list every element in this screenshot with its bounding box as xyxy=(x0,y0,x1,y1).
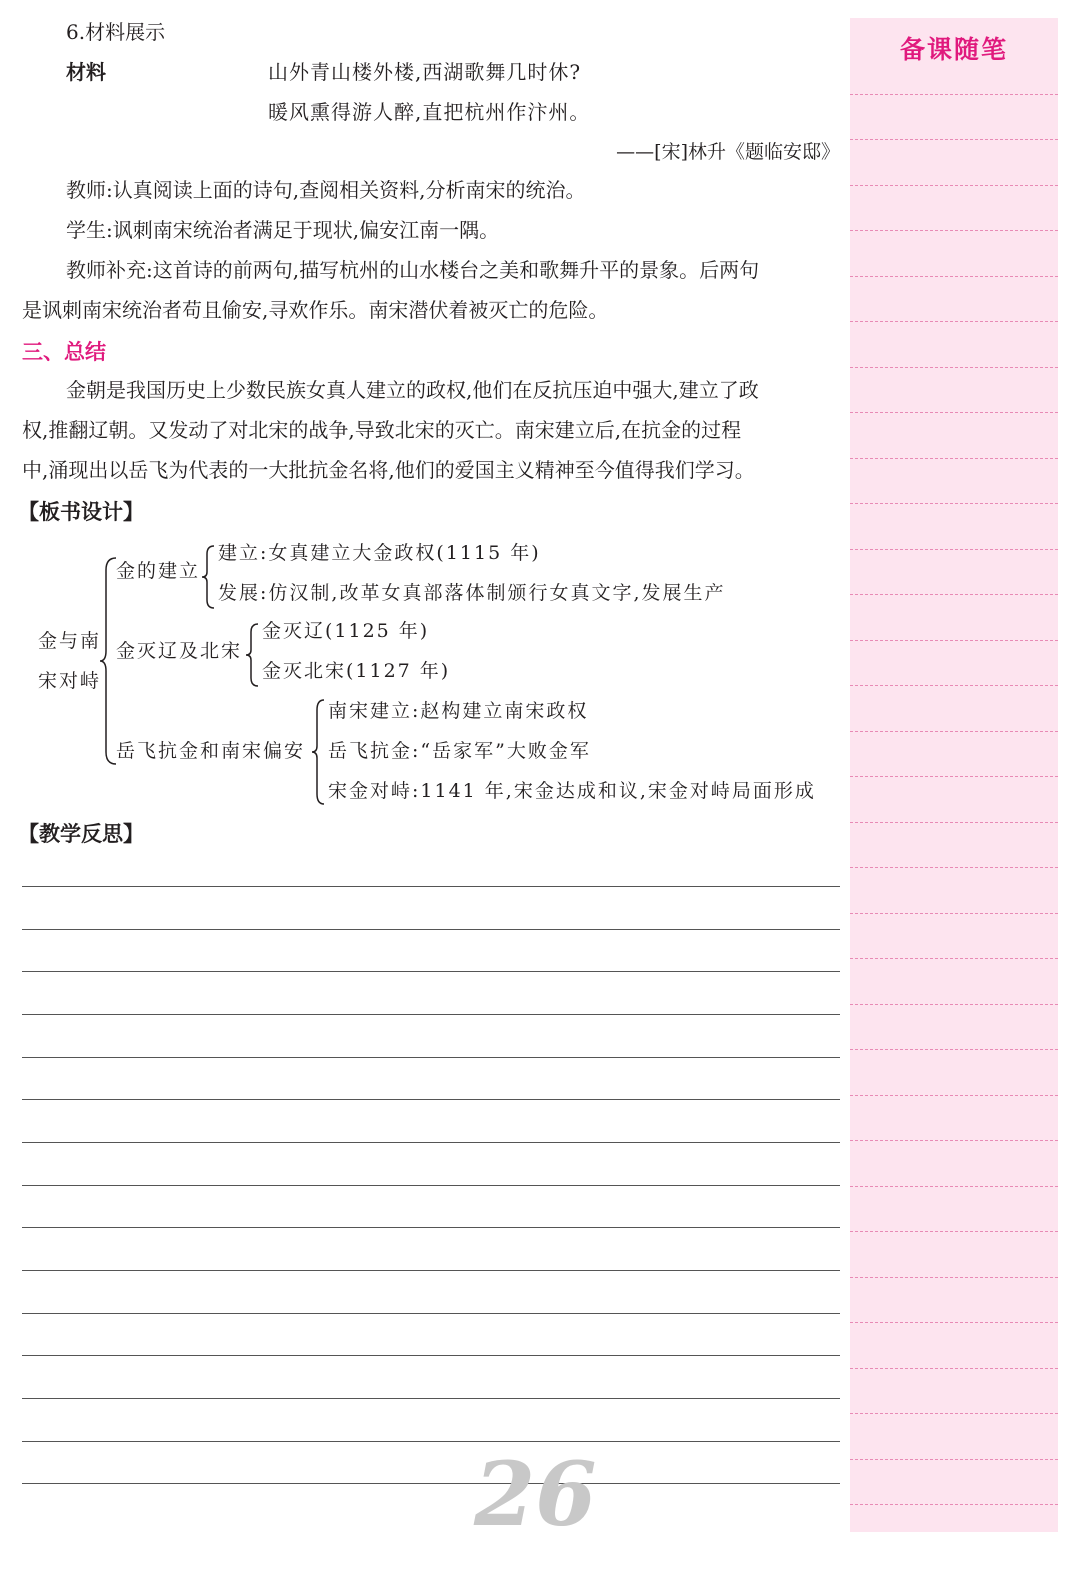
sidebar-note-line[interactable] xyxy=(850,1368,1058,1369)
sidebar-note-line[interactable] xyxy=(850,594,1058,595)
tree-leaf: 建立:女真建立大金政权(1115 年) xyxy=(218,542,541,564)
sidebar-note-line[interactable] xyxy=(850,1231,1058,1232)
teacher-supplement: 是讽刺南宋统治者苟且偷安,寻欢作乐。南宋潜伏着被灭亡的危险。 xyxy=(22,298,609,322)
tree-leaf: 金灭辽(1125 年) xyxy=(262,620,430,642)
sidebar-note-line[interactable] xyxy=(850,1186,1058,1187)
writing-line[interactable] xyxy=(22,1142,840,1143)
teacher-line: 教师:认真阅读上面的诗句,查阅相关资料,分析南宋的统治。 xyxy=(66,178,586,202)
sidebar-note-line[interactable] xyxy=(850,1322,1058,1323)
tree-branch-label: 金的建立 xyxy=(116,560,201,582)
sidebar-note-line[interactable] xyxy=(850,139,1058,140)
sidebar-note-line[interactable] xyxy=(850,276,1058,277)
sidebar-title: 备课随笔 xyxy=(899,35,1008,64)
sidebar-note-line[interactable] xyxy=(850,412,1058,413)
sidebar-note-line[interactable] xyxy=(850,1004,1058,1005)
tree-leaf: 宋金对峙:1141 年,宋金达成和议,宋金对峙局面形成 xyxy=(328,780,816,802)
sidebar-note-line[interactable] xyxy=(850,1277,1058,1278)
writing-line[interactable] xyxy=(22,971,840,972)
notes-sidebar xyxy=(850,18,1058,1532)
poem-line: 山外青山楼外楼,西湖歌舞几时休? xyxy=(268,60,582,84)
sidebar-note-line[interactable] xyxy=(850,1459,1058,1460)
sidebar-note-line[interactable] xyxy=(850,731,1058,732)
tree-leaf: 南宋建立:赵构建立南宋政权 xyxy=(328,700,589,722)
tree-root: 金与南 xyxy=(38,630,102,652)
summary-heading: 三、总结 xyxy=(22,340,106,364)
sidebar-note-line[interactable] xyxy=(850,94,1058,95)
tree-brace xyxy=(310,698,328,806)
reflection-heading: 【教学反思】 xyxy=(18,822,144,846)
sidebar-note-line[interactable] xyxy=(850,867,1058,868)
tree-leaf: 金灭北宋(1127 年) xyxy=(262,660,451,682)
sidebar-note-line[interactable] xyxy=(850,458,1058,459)
sidebar-note-line[interactable] xyxy=(850,1413,1058,1414)
sidebar-note-line[interactable] xyxy=(850,958,1058,959)
sidebar-note-line[interactable] xyxy=(850,1504,1058,1505)
poem-line: 暖风熏得游人醉,直把杭州作汴州。 xyxy=(268,100,591,124)
writing-line[interactable] xyxy=(22,1099,840,1100)
sidebar-note-line[interactable] xyxy=(850,776,1058,777)
tree-leaf: 岳飞抗金:“岳家军”大败金军 xyxy=(328,740,591,762)
writing-line[interactable] xyxy=(22,1441,840,1442)
summary-paragraph: 中,涌现出以岳飞为代表的一大批抗金名将,他们的爱国主义精神至今值得我们学习。 xyxy=(22,458,755,482)
writing-line[interactable] xyxy=(22,1355,840,1356)
sidebar-note-line[interactable] xyxy=(850,230,1058,231)
writing-line[interactable] xyxy=(22,1014,840,1015)
tree-brace xyxy=(200,544,218,610)
sidebar-note-line[interactable] xyxy=(850,367,1058,368)
teacher-supplement: 教师补充:这首诗的前两句,描写杭州的山水楼台之美和歌舞升平的景象。后两句 xyxy=(66,258,760,282)
writing-line[interactable] xyxy=(22,1270,840,1271)
sidebar-note-line[interactable] xyxy=(850,503,1058,504)
writing-line[interactable] xyxy=(22,929,840,930)
tree-brace xyxy=(244,622,262,688)
summary-paragraph: 金朝是我国历史上少数民族女真人建立的政权,他们在反抗压迫中强大,建立了政 xyxy=(66,378,759,402)
writing-line[interactable] xyxy=(22,886,840,887)
sidebar-note-line[interactable] xyxy=(850,640,1058,641)
sidebar-note-line[interactable] xyxy=(850,913,1058,914)
writing-line[interactable] xyxy=(22,1483,840,1484)
writing-line[interactable] xyxy=(22,1227,840,1228)
page-number: 26 xyxy=(474,1442,597,1546)
tree-branch-label: 金灭辽及北宋 xyxy=(116,640,243,662)
tree-leaf: 发展:仿汉制,改革女真部落体制颁行女真文字,发展生产 xyxy=(218,582,726,604)
sidebar-note-line[interactable] xyxy=(850,185,1058,186)
sidebar-note-line[interactable] xyxy=(850,685,1058,686)
poem-attribution: ——[宋]林升《题临安邸》 xyxy=(616,141,840,163)
section-title: 6.材料展示 xyxy=(66,20,166,44)
writing-line[interactable] xyxy=(22,1313,840,1314)
sidebar-note-line[interactable] xyxy=(850,321,1058,322)
material-label: 材料 xyxy=(66,60,106,84)
tree-root: 宋对峙 xyxy=(38,670,102,692)
writing-line[interactable] xyxy=(22,1057,840,1058)
summary-paragraph: 权,推翻辽朝。又发动了对北宋的战争,导致北宋的灭亡。南宋建立后,在抗金的过程 xyxy=(22,418,742,442)
sidebar-note-line[interactable] xyxy=(850,822,1058,823)
sidebar-note-line[interactable] xyxy=(850,1140,1058,1141)
sidebar-note-line[interactable] xyxy=(850,1049,1058,1050)
board-design-heading: 【板书设计】 xyxy=(18,500,144,524)
student-line: 学生:讽刺南宋统治者满足于现状,偏安江南一隅。 xyxy=(66,218,500,242)
sidebar-note-line[interactable] xyxy=(850,1095,1058,1096)
sidebar-note-line[interactable] xyxy=(850,549,1058,550)
writing-line[interactable] xyxy=(22,1185,840,1186)
tree-branch-label: 岳飞抗金和南宋偏安 xyxy=(116,740,306,762)
writing-line[interactable] xyxy=(22,1398,840,1399)
